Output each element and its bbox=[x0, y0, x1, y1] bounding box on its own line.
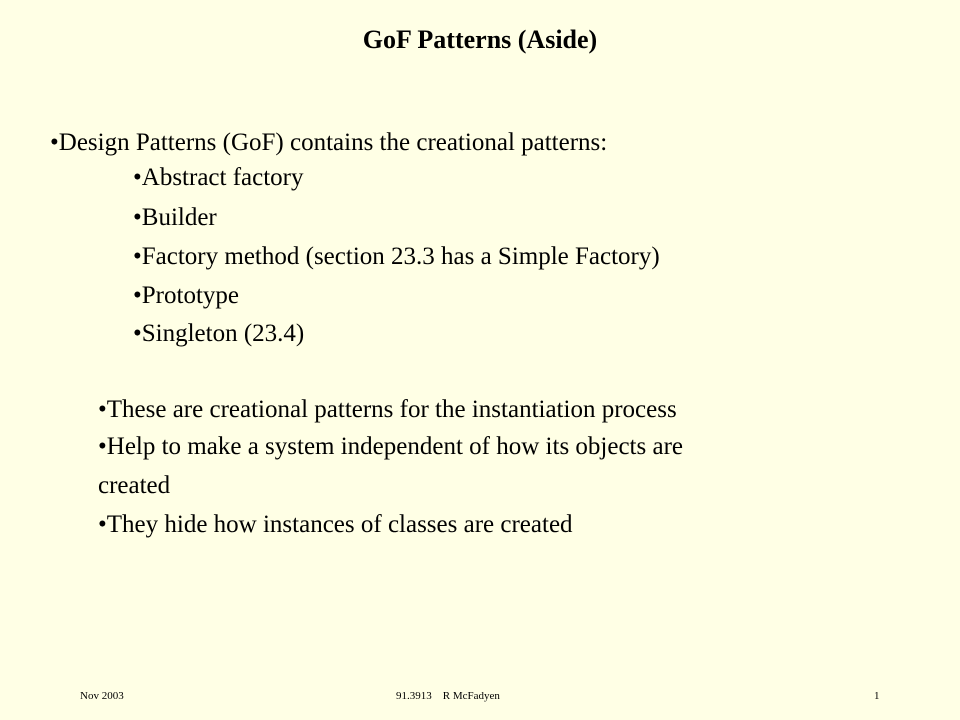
note-continuation bbox=[98, 466, 170, 506]
pattern-label: Abstract factory bbox=[141, 164, 304, 191]
pattern-item bbox=[133, 276, 239, 316]
note-text: Help to make a system independent of how its objects are bbox=[106, 433, 683, 460]
intro-bullet bbox=[50, 123, 607, 163]
bullet-glyph: • bbox=[133, 204, 142, 231]
footer-course: 91.3913 R McFadyen bbox=[396, 690, 500, 702]
footer-page-number: 1 bbox=[874, 690, 880, 702]
pattern-item bbox=[133, 314, 304, 354]
note-text: They hide how instances of classes are created bbox=[106, 511, 573, 538]
bullet-glyph: • bbox=[133, 320, 142, 347]
pattern-item bbox=[133, 198, 217, 238]
pattern-item bbox=[133, 158, 304, 198]
pattern-label: Factory method (section 23.3 has a Simple Factory) bbox=[141, 243, 660, 270]
bullet-glyph: • bbox=[98, 396, 107, 423]
pattern-label: Singleton (23.4) bbox=[141, 320, 305, 347]
bullet-glyph: • bbox=[133, 282, 142, 309]
note-item bbox=[98, 505, 573, 545]
note-item bbox=[98, 427, 683, 467]
note-text: created bbox=[98, 472, 171, 499]
pattern-item bbox=[133, 237, 660, 277]
bullet-glyph: • bbox=[133, 164, 142, 191]
bullet-glyph: • bbox=[98, 511, 107, 538]
note-text: These are creational patterns for the instantiation process bbox=[106, 396, 677, 423]
footer-date: Nov 2003 bbox=[80, 690, 124, 702]
note-item bbox=[98, 390, 677, 430]
bullet-glyph: • bbox=[50, 129, 59, 156]
pattern-label: Builder bbox=[141, 204, 217, 231]
slide-title: GoF Patterns (Aside) bbox=[362, 25, 598, 54]
bullet-glyph: • bbox=[133, 243, 142, 270]
bullet-glyph: • bbox=[98, 433, 107, 460]
pattern-label: Prototype bbox=[141, 282, 239, 309]
intro-text: Design Patterns (GoF) contains the creational patterns: bbox=[58, 129, 608, 156]
